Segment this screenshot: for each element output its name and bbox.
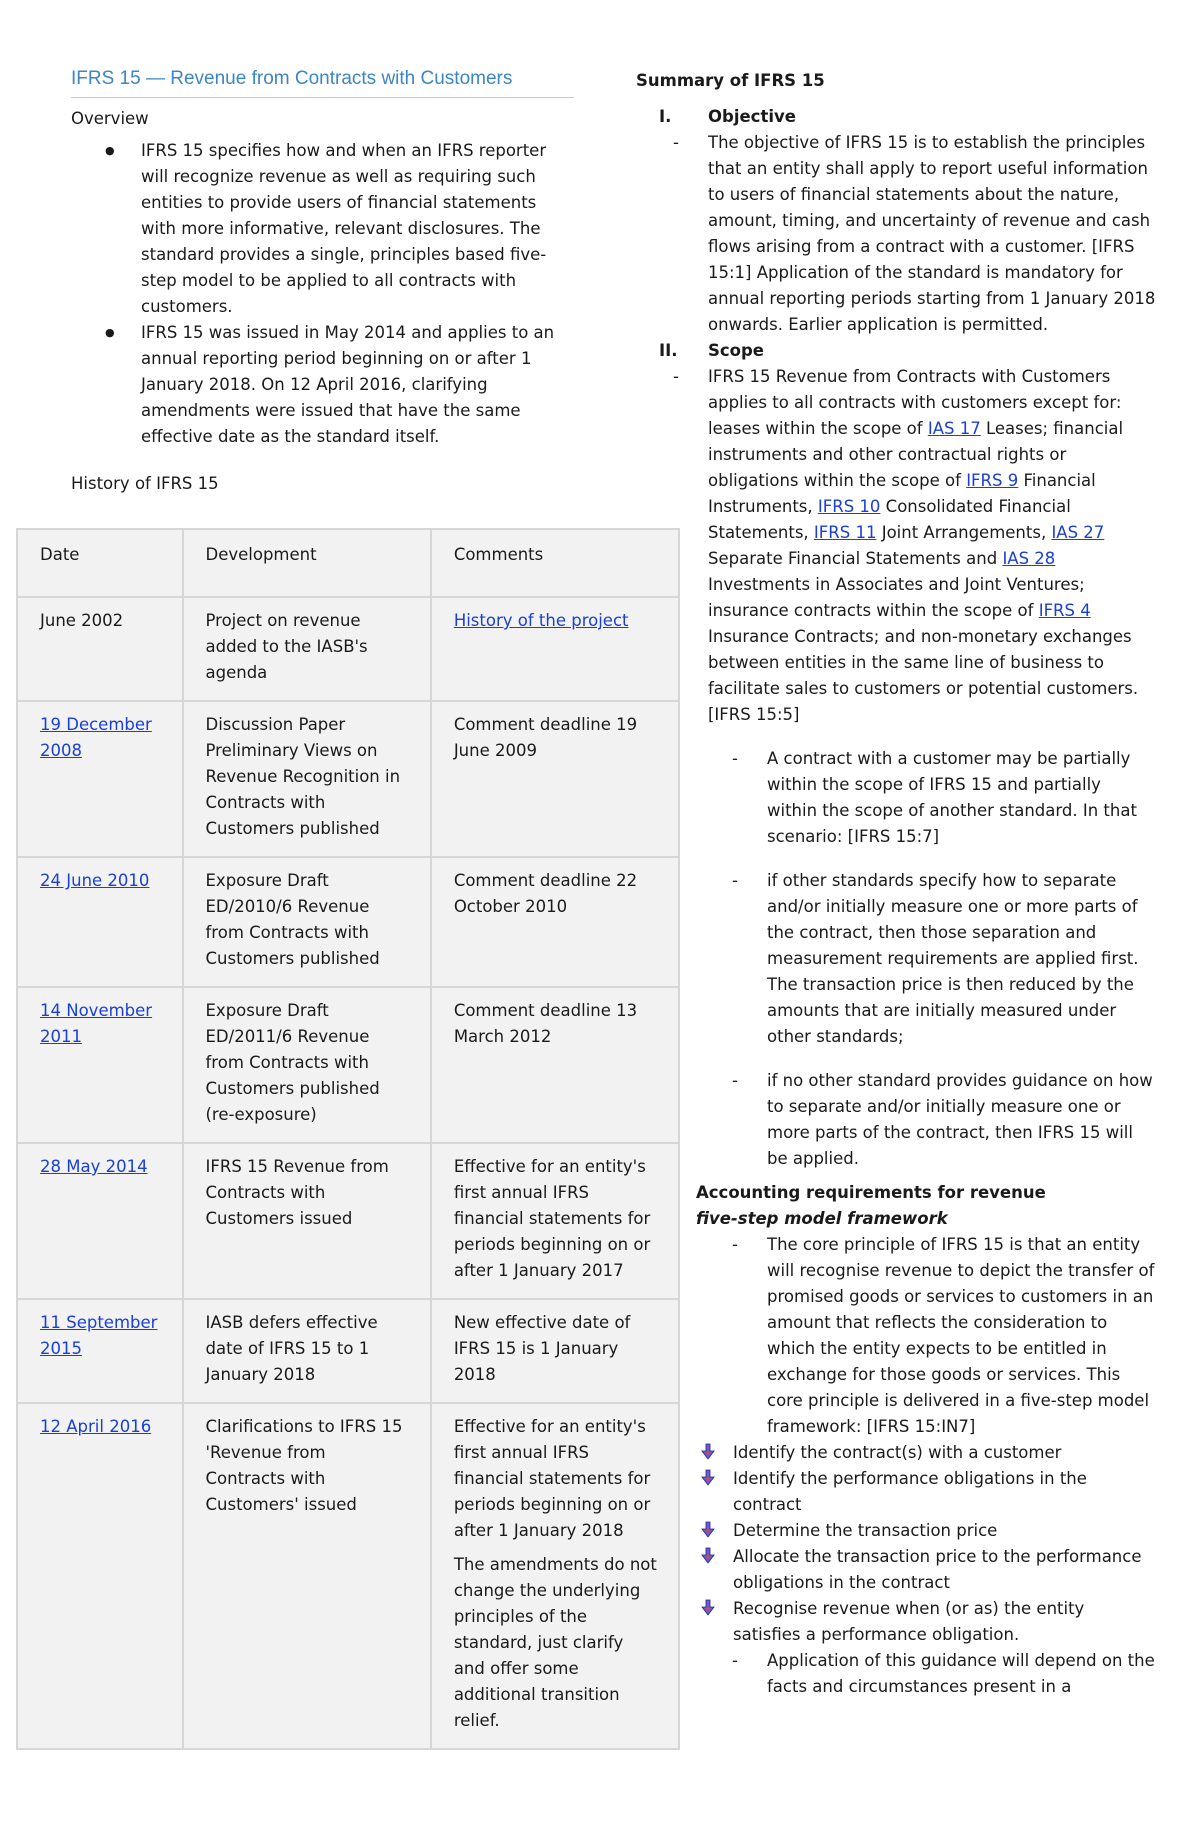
date-cell <box>17 1143 183 1299</box>
objective-heading: Objective <box>708 107 796 126</box>
table-header-row <box>17 529 679 597</box>
step-item <box>636 1440 1156 1466</box>
partial-scope-text: - A contract with a customer may be partially within the scope of IFRS 15 and partially within the scope of another standard. In that scenario: [IFRS 15:7] <box>636 746 1156 850</box>
history-of-project-link[interactable]: History of the project <box>453 611 629 630</box>
step-text: Allocate the transaction price to the performance obligations in the contract <box>733 1547 1142 1592</box>
date-link[interactable]: 11 September 2015 <box>40 1313 158 1358</box>
development-cell: IFRS 15 Revenue from Contracts with Customers issued <box>183 1143 431 1299</box>
ias-27-link[interactable]: IAS 27 <box>1051 523 1105 542</box>
section-number: II. <box>659 341 678 360</box>
scope-paragraph <box>636 364 1156 728</box>
date-cell <box>17 1299 183 1403</box>
arrow-down-icon <box>700 1599 716 1617</box>
step-item <box>636 1544 1156 1596</box>
accounting-requirements-heading: Accounting requirements for revenue <box>696 1183 1046 1202</box>
scope-text: Consolidated Financial Statements, <box>708 497 1071 542</box>
summary-heading: Summary of IFRS 15 <box>636 71 825 90</box>
arrow-down-icon <box>700 1547 716 1565</box>
date-cell <box>17 1403 183 1749</box>
table-row <box>17 987 679 1143</box>
overview-bullet: ● IFRS 15 was issued in May 2014 and applies to an annual reporting period beginning on or after 1 January 2018. On 12 April 2016, clarifying amendments were issued that have the same effective date as the standard itself. <box>141 320 561 450</box>
comment-cell: Effective for an entity's first annual IFRS financial statements for periods beginning on or after 1 January 2017 <box>431 1143 679 1299</box>
ias-17-link[interactable]: IAS 17 <box>927 419 981 438</box>
date-link[interactable]: 14 November 2011 <box>40 1001 153 1046</box>
five-step-heading: five-step model framework <box>696 1209 948 1228</box>
development-cell: Exposure Draft ED/2011/6 Revenue from Contracts with Customers published (re-exposure) <box>183 987 431 1143</box>
ifrs-4-link[interactable]: IFRS 4 <box>1038 601 1091 620</box>
overview-bullet-list <box>71 138 571 450</box>
ias-28-link[interactable]: IAS 28 <box>1002 549 1056 568</box>
comment-cell: Comment deadline 19 June 2009 <box>431 701 679 857</box>
overview-heading: Overview <box>71 109 149 128</box>
step-item <box>636 1466 1156 1518</box>
comment-cell: Comment deadline 22 October 2010 <box>431 857 679 987</box>
header-comments: Comments <box>431 529 679 597</box>
scope-heading: Scope <box>708 341 765 360</box>
development-cell: Project on revenue added to the IASB's agenda <box>183 597 431 701</box>
ifrs-10-link[interactable]: IFRS 10 <box>817 497 881 516</box>
header-development: Development <box>183 529 431 597</box>
document-title: IFRS 15 — Revenue from Contracts with Customers <box>71 68 574 98</box>
date-link[interactable]: 19 December 2008 <box>40 715 152 760</box>
arrow-down-icon <box>700 1469 716 1487</box>
date-link[interactable]: 28 May 2014 <box>40 1157 148 1176</box>
table-row <box>17 857 679 987</box>
table-row <box>17 597 679 701</box>
objective-text: - The objective of IFRS 15 is to establish the principles that an entity shall apply to report useful information to users of financial statements about the nature, amount, timing, and uncertainty of revenue and cash flows arising from a contract with a customer. [IFRS 15:1] Application of the standard is mandatory for annual reporting periods starting from 1 January 2018 onwards. Earlier application is permitted. <box>636 130 1156 338</box>
step-item <box>636 1518 1156 1544</box>
if-other-standards-text: - if other standards specify how to separate and/or initially measure one or more parts of the contract, then those separation and measurement requirements are applied first. The transaction price is then reduced by the amounts that are initially measured under other standards; <box>636 868 1156 1050</box>
date-link[interactable]: 12 April 2016 <box>40 1417 152 1436</box>
scope-text: Joint Arrangements, <box>881 523 1047 542</box>
right-column <box>636 68 1156 1700</box>
date-cell <box>17 857 183 987</box>
table-row <box>17 1403 679 1749</box>
if-no-other-standard-text: - if no other standard provides guidance on how to separate and/or initially measure one or more parts of the contract, then IFRS 15 will be applied. <box>636 1068 1156 1172</box>
history-table <box>16 528 680 1750</box>
ifrs-11-link[interactable]: IFRS 11 <box>813 523 877 542</box>
comment-extra-text: The amendments do not change the underlying principles of the standard, just clarify and offer some additional transition relief. <box>453 1555 657 1730</box>
comment-text: Effective for an entity's first annual IFRS financial statements for periods beginning on or after 1 January 2018 <box>453 1417 651 1540</box>
scope-section-heading <box>636 338 1156 364</box>
scope-text: Financial Instruments, <box>708 471 1096 516</box>
scope-text: IFRS 15 Revenue from Contracts with Customers applies to all contracts with customers except for: leases within the scope of <box>708 367 1122 438</box>
development-cell: Discussion Paper Preliminary Views on Revenue Recognition in Contracts with Customers published <box>183 701 431 857</box>
date-cell <box>17 987 183 1143</box>
date-cell <box>17 701 183 857</box>
development-cell: IASB defers effective date of IFRS 15 to 1 January 2018 <box>183 1299 431 1403</box>
development-cell: Exposure Draft ED/2010/6 Revenue from Contracts with Customers published <box>183 857 431 987</box>
ifrs-9-link[interactable]: IFRS 9 <box>966 471 1019 490</box>
arrow-down-icon <box>700 1443 716 1461</box>
section-number: I. <box>659 107 672 126</box>
step-text: Recognise revenue when (or as) the entity satisfies a performance obligation. <box>733 1599 1085 1644</box>
left-column <box>71 68 571 493</box>
date-cell: June 2002 <box>17 597 183 701</box>
table-row <box>17 701 679 857</box>
step-text: Identify the performance obligations in the contract <box>733 1469 1087 1514</box>
step-text: Determine the transaction price <box>733 1521 998 1540</box>
table-row <box>17 1143 679 1299</box>
scope-text: Investments in Associates and Joint Ventures; insurance contracts within the scope of <box>708 575 1085 620</box>
step-text: Identify the contract(s) with a customer <box>733 1443 1062 1462</box>
overview-bullet: ● IFRS 15 specifies how and when an IFRS reporter will recognize revenue as well as requiring such entities to provide users of financial statements with more informative, relevant disclosures. The standard provides a single, principles based five-step model to be applied to all contracts with customers. <box>141 138 561 320</box>
table-row <box>17 1299 679 1403</box>
objective-section-heading <box>636 104 1156 130</box>
comment-cell: New effective date of IFRS 15 is 1 January 2018 <box>431 1299 679 1403</box>
header-date: Date <box>17 529 183 597</box>
arrow-down-icon <box>700 1521 716 1539</box>
scope-text: Insurance Contracts; and non-monetary exchanges between entities in the same line of business to facilitate sales to customers or potential customers. [IFRS 15:5] <box>708 627 1139 724</box>
step-item <box>636 1596 1156 1648</box>
history-heading: History of IFRS 15 <box>71 474 219 493</box>
development-cell: Clarifications to IFRS 15 'Revenue from Contracts with Customers' issued <box>183 1403 431 1749</box>
comment-cell: Comment deadline 13 March 2012 <box>431 987 679 1143</box>
scope-text: Leases; financial instruments and other contractual rights or obligations within the scope of <box>708 419 1124 490</box>
application-text: - Application of this guidance will depend on the facts and circumstances present in a <box>636 1648 1156 1700</box>
scope-text: Separate Financial Statements and <box>708 549 998 568</box>
core-principle-text: - The core principle of IFRS 15 is that an entity will recognise revenue to depict the transfer of promised goods or services to customers in an amount that reflects the consideration to which the entity expects to be entitled in exchange for those goods or services. This core principle is delivered in a five-step model framework: [IFRS 15:IN7] <box>636 1232 1156 1440</box>
date-link[interactable]: 24 June 2010 <box>40 871 150 890</box>
